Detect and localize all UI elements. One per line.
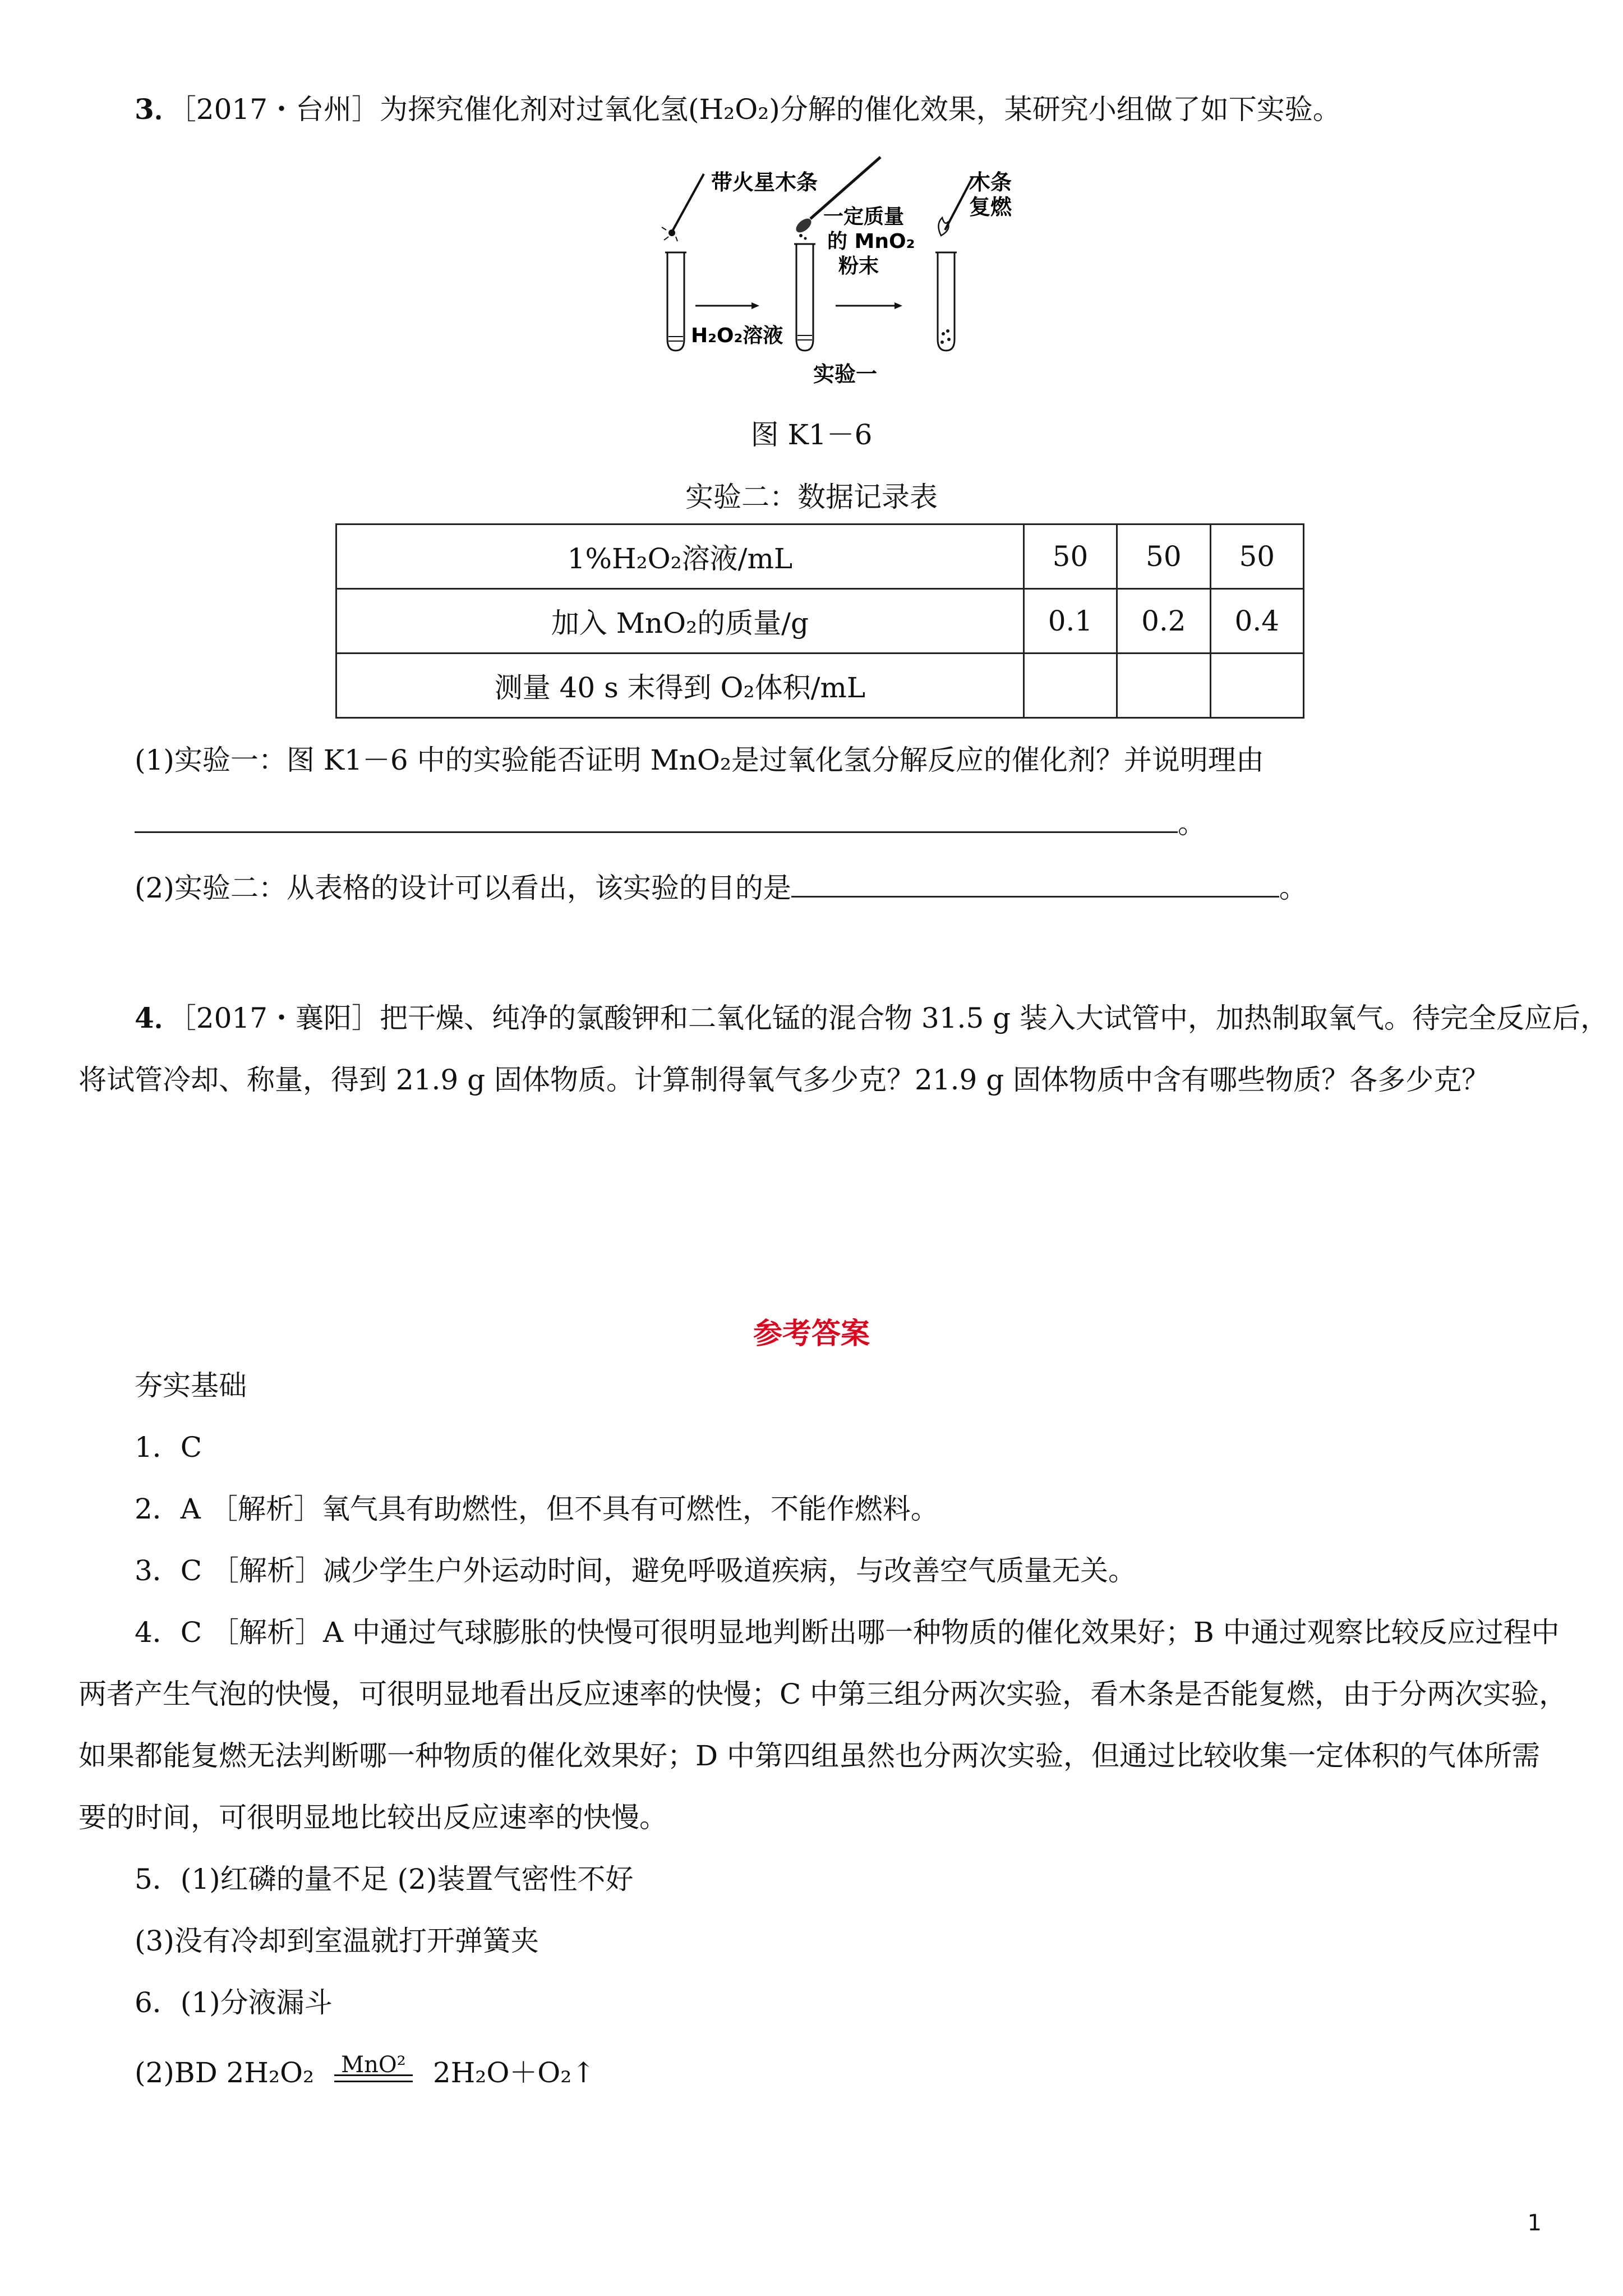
data-record-table — [335, 523, 1304, 719]
label-relight-2: 复燃 — [969, 195, 1012, 219]
experiment-one-figure — [645, 146, 1038, 409]
equation-catalyst: MnO² — [341, 2052, 406, 2078]
table-cell: 50 — [1023, 524, 1117, 589]
answers-title: 参考答案 — [753, 1317, 870, 1351]
answer-4-line3: 如果都能复燃无法判断哪一种物质的催化效果好；D 中第四组虽然也分两次实验，但通过比较收集一定体积的气体所需 — [79, 1740, 1540, 1772]
sub2-text: (2)实验二：从表格的设计可以看出，该实验的目的是 — [135, 872, 791, 904]
table-cell: 50 — [1117, 524, 1210, 589]
table-cell: 50 — [1210, 524, 1303, 589]
label-experiment-one: 实验一 — [813, 362, 878, 386]
page-number: 1 — [1527, 2210, 1542, 2236]
label-mno2-1: 一定质量 — [823, 205, 905, 228]
answer-4-line2: 两者产生气泡的快慢，可很明显地看出反应速率的快慢；C 中第三组分两次实验，看木条是否能复燃，由于分两次实验， — [79, 1678, 1567, 1710]
row-label: 1%H₂O₂溶液/mL — [336, 524, 1024, 589]
q4-text-1: ［2017・襄阳］把干燥、纯净的氯酸钾和二氧化锰的混合物 31.5 g 装入大试管中，加热制取氧气。待完全反应后， — [182, 1002, 1609, 1034]
label-solution: H₂O₂溶液 — [691, 324, 783, 347]
answer-1: 1．C — [135, 1431, 202, 1464]
label-relight-1: 木条 — [969, 170, 1012, 195]
q3-sub1: (1)实验一：图 K1－6 中的实验能否证明 MnO₂是过氧化氢分解反应的催化剂？并说明理由 — [135, 744, 1264, 776]
answer-5-line2: (3)没有冷却到室温就打开弹簧夹 — [135, 1925, 539, 1957]
equation-prefix: (2)BD 2H₂O₂ — [135, 2056, 315, 2089]
test-tube-1 — [665, 252, 686, 351]
equation-arrow — [334, 2052, 413, 2082]
test-tube-2 — [794, 244, 815, 351]
row-label: 测量 40 s 末得到 O₂体积/mL — [336, 654, 1024, 718]
sub2-end: 。 — [1279, 872, 1307, 904]
table-row — [336, 524, 1304, 589]
glowing-splint — [662, 174, 704, 241]
answer-6-equation — [135, 2053, 595, 2092]
table-title: 实验二：数据记录表 — [685, 481, 938, 513]
answer-4-line1: 4．C ［解析］A 中通过气球膨胀的快慢可很明显地判断出哪一种物质的催化效果好；B 中通过观察比较反应过程中 — [135, 1616, 1560, 1649]
table-row — [336, 654, 1304, 718]
q3-stem — [135, 90, 1341, 129]
q3-sub2 — [135, 867, 1307, 908]
table-cell — [1023, 654, 1117, 718]
test-tube-3 — [935, 252, 957, 351]
table-row — [336, 589, 1304, 654]
label-splint: 带火星木条 — [711, 170, 818, 195]
equation-suffix: 2H₂O＋O₂↑ — [432, 2056, 596, 2089]
q3-number: 3． — [135, 93, 182, 126]
table-cell — [1117, 654, 1210, 718]
q3-sub1-answer-line — [135, 802, 1206, 843]
row-label: 加入 MnO₂的质量/g — [336, 589, 1024, 654]
label-mno2-3: 粉末 — [838, 255, 879, 278]
table-cell: 0.1 — [1023, 589, 1117, 654]
q4-line1 — [135, 999, 1608, 1038]
table-cell — [1210, 654, 1303, 718]
q4-line2: 将试管冷却、称量，得到 21.9 g 固体物质。计算制得氧气多少克？21.9 g 固体物质中含有哪些物质？各多少克？ — [79, 1064, 1490, 1096]
answer-6-line1: 6．(1)分液漏斗 — [135, 1986, 333, 2019]
q4-number: 4． — [135, 1001, 182, 1034]
answer-5-line1: 5．(1)红磷的量不足 (2)装置气密性不好 — [135, 1863, 634, 1895]
answer-blank[interactable] — [135, 802, 1178, 833]
figure-caption: 图 K1－6 — [750, 418, 873, 451]
sub1-end: 。 — [1178, 807, 1206, 840]
answer-4-line4: 要的时间，可很明显地比较出反应速率的快慢。 — [79, 1801, 667, 1834]
answers-section: 夯实基础 — [135, 1369, 247, 1402]
table-cell: 0.4 — [1210, 589, 1303, 654]
answer-3: 3．C ［解析］减少学生户外运动时间，避免呼吸道疾病，与改善空气质量无关。 — [135, 1554, 1136, 1587]
burning-splint-icon — [938, 177, 973, 236]
answer-blank[interactable] — [791, 867, 1279, 898]
q3-text: ［2017・台州］为探究催化剂对过氧化氢(H₂O₂)分解的催化效果，某研究小组做了如下实验。 — [182, 93, 1341, 126]
label-mno2-2: 的 MnO₂ — [827, 230, 915, 253]
table-cell: 0.2 — [1117, 589, 1210, 654]
answer-2: 2．A ［解析］氧气具有助燃性，但不具有可燃性，不能作燃料。 — [135, 1493, 939, 1525]
